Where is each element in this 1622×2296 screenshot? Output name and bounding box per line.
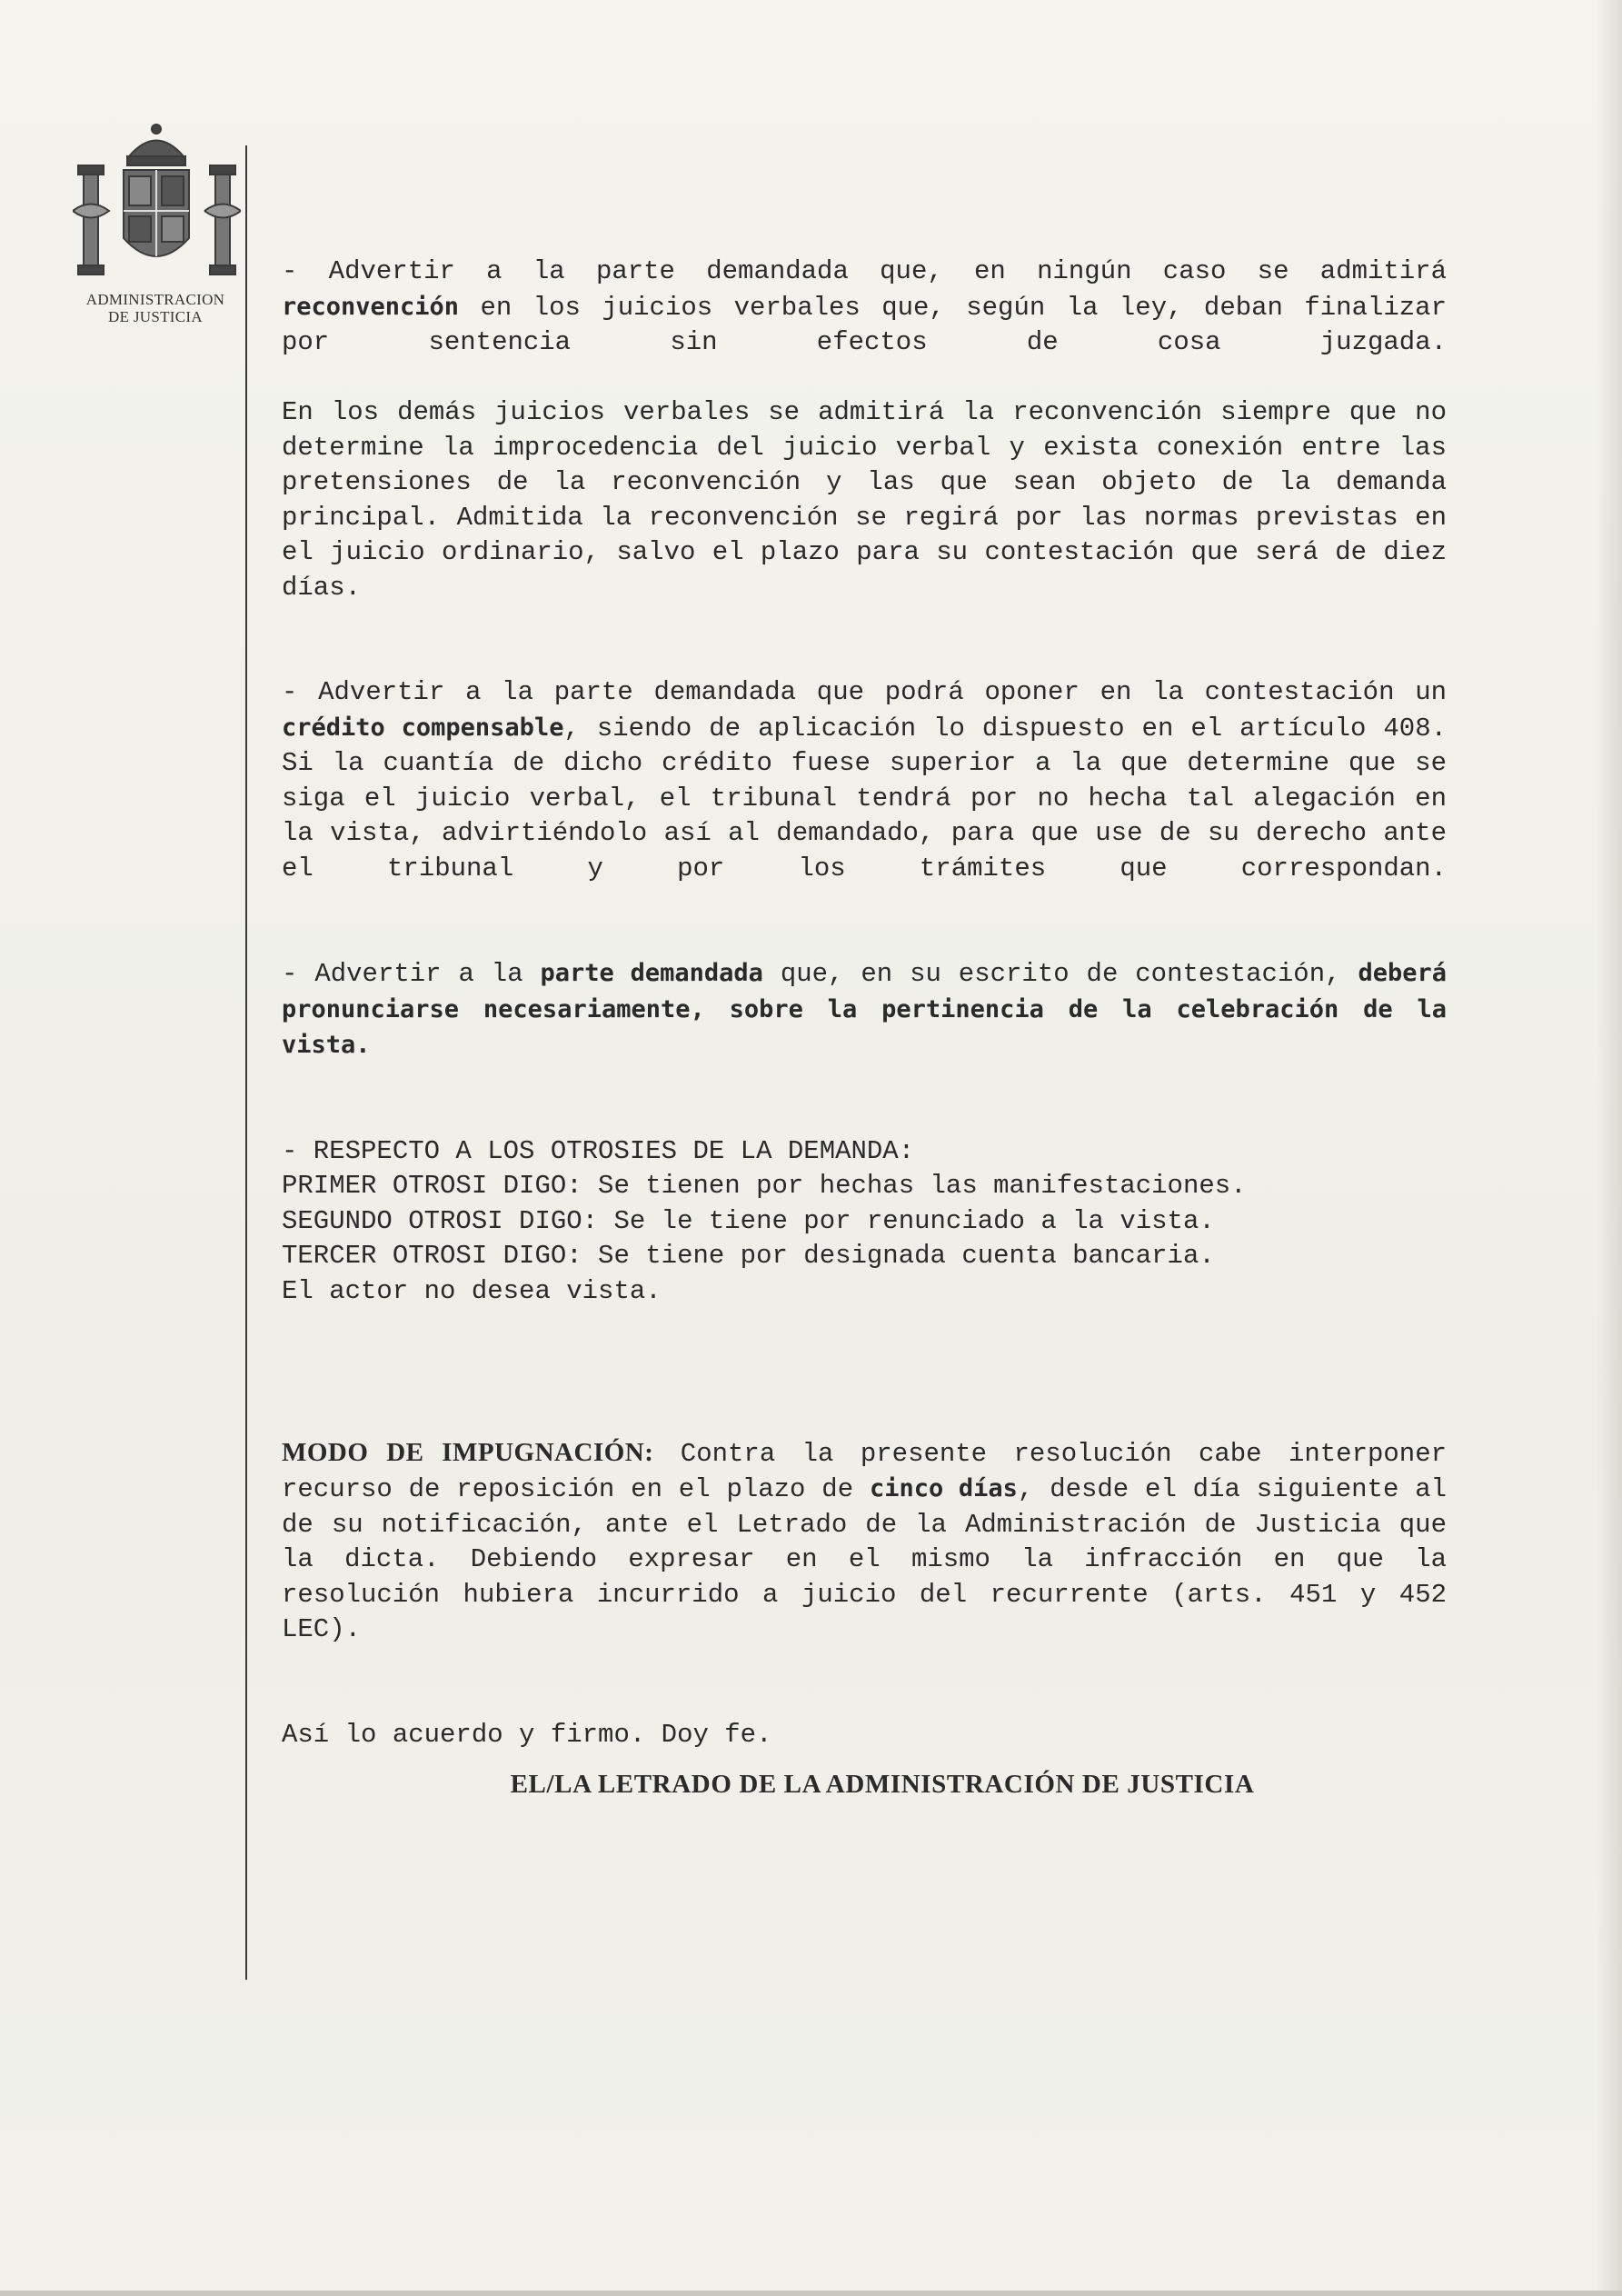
page-edge-shadow [1595, 0, 1622, 2296]
coat-of-arms-icon [73, 120, 241, 293]
bold-cinco-dias: cinco días [869, 1474, 1018, 1502]
bold-parte-demandada: parte demandada [540, 959, 763, 987]
signature-block: EL/LA LETRADO DE LA ADMINISTRACIÓN DE JUSTICIA [510, 1770, 1255, 1799]
document-body [282, 255, 1447, 1802]
crest-caption-line1: ADMINISTRACION [85, 291, 225, 308]
otrosi-primer: PRIMER OTROSI DIGO: Se tienen por hechas las manifestaciones. [282, 1171, 1247, 1201]
otrosi-tercer: TERCER OTROSI DIGO: Se tiene por designada cuenta bancaria. [282, 1241, 1215, 1271]
crest-caption [60, 291, 251, 325]
impugnacion-label: MODO DE IMPUGNACIÓN: [282, 1437, 654, 1467]
bold-pronunciarse: deberá pronunciarse necesariamente, sobre la pertinencia de la celebración de la vista. [282, 959, 1447, 1059]
bold-reconvencion: reconvención [282, 292, 460, 321]
page-bottom-edge [0, 2291, 1622, 2296]
crest-caption-line2: DE JUSTICIA [108, 308, 203, 325]
paragraph-modo-impugnacion: MODO DE IMPUGNACIÓN: Contra la presente resolución cabe interponer recurso de reposición en el plazo de cinco días, desde el día siguiente al de su notificación, ante el Letrado de la Administración de Justicia que la dicta. Debiendo expresar en el mismo la infracción en que la resolución hubiera incurrido a juicio del recurrente (arts. 451 y 452 LEC). [282, 1437, 1448, 1644]
otrosi-actor: El actor no desea vista. [282, 1275, 662, 1306]
paragraph-credito-compensable: - Advertir a la parte demandada que podrá oponer en la contestación un crédito compensable, siendo de aplicación lo dispuesto en el artículo 408. Si la cuantía de dicho crédito fuese superior a la que determine que se siga el juicio verbal, el tribunal tendrá por no hecha tal alegación en la vista, advirtiéndolo así al demandado, para que use de su derecho ante el tribunal y por los trámites que correspondan. [282, 677, 1447, 883]
bold-credito-compensable: crédito compensable [282, 713, 564, 742]
margin-rule [245, 145, 247, 1980]
closing-formula: Así lo acuerdo y firmo. Doy fe. [282, 1719, 772, 1750]
otrosi-segundo: SEGUNDO OTROSI DIGO: Se le tiene por renunciado a la vista. [282, 1205, 1215, 1236]
otrosies-heading: - RESPECTO A LOS OTROSIES DE LA DEMANDA: [282, 1135, 915, 1166]
paragraph-demas-juicios: En los demás juicios verbales se admitirá la reconvención siempre que no determine la improcedencia del juicio verbal y exista conexión entre las pretensiones de la reconvención y las que sean objeto de la demanda principal. Admitida la reconvención se regirá por las normas previstas en el juicio ordinario, salvo el plazo para su contestación que será de diez días. [282, 397, 1447, 603]
paragraph-pertinencia-vista: - Advertir a la parte demandada que, en su escrito de contestación, deberá pronunciarse necesariamente, sobre la pertinencia de la celebración de la vista. [282, 959, 1447, 1059]
paragraph-reconvencion: - Advertir a la parte demandada que, en ningún caso se admitirá reconvención en los juicios verbales que, según la ley, deban finalizar por sentencia sin efectos de cosa juzgada. [282, 256, 1447, 357]
